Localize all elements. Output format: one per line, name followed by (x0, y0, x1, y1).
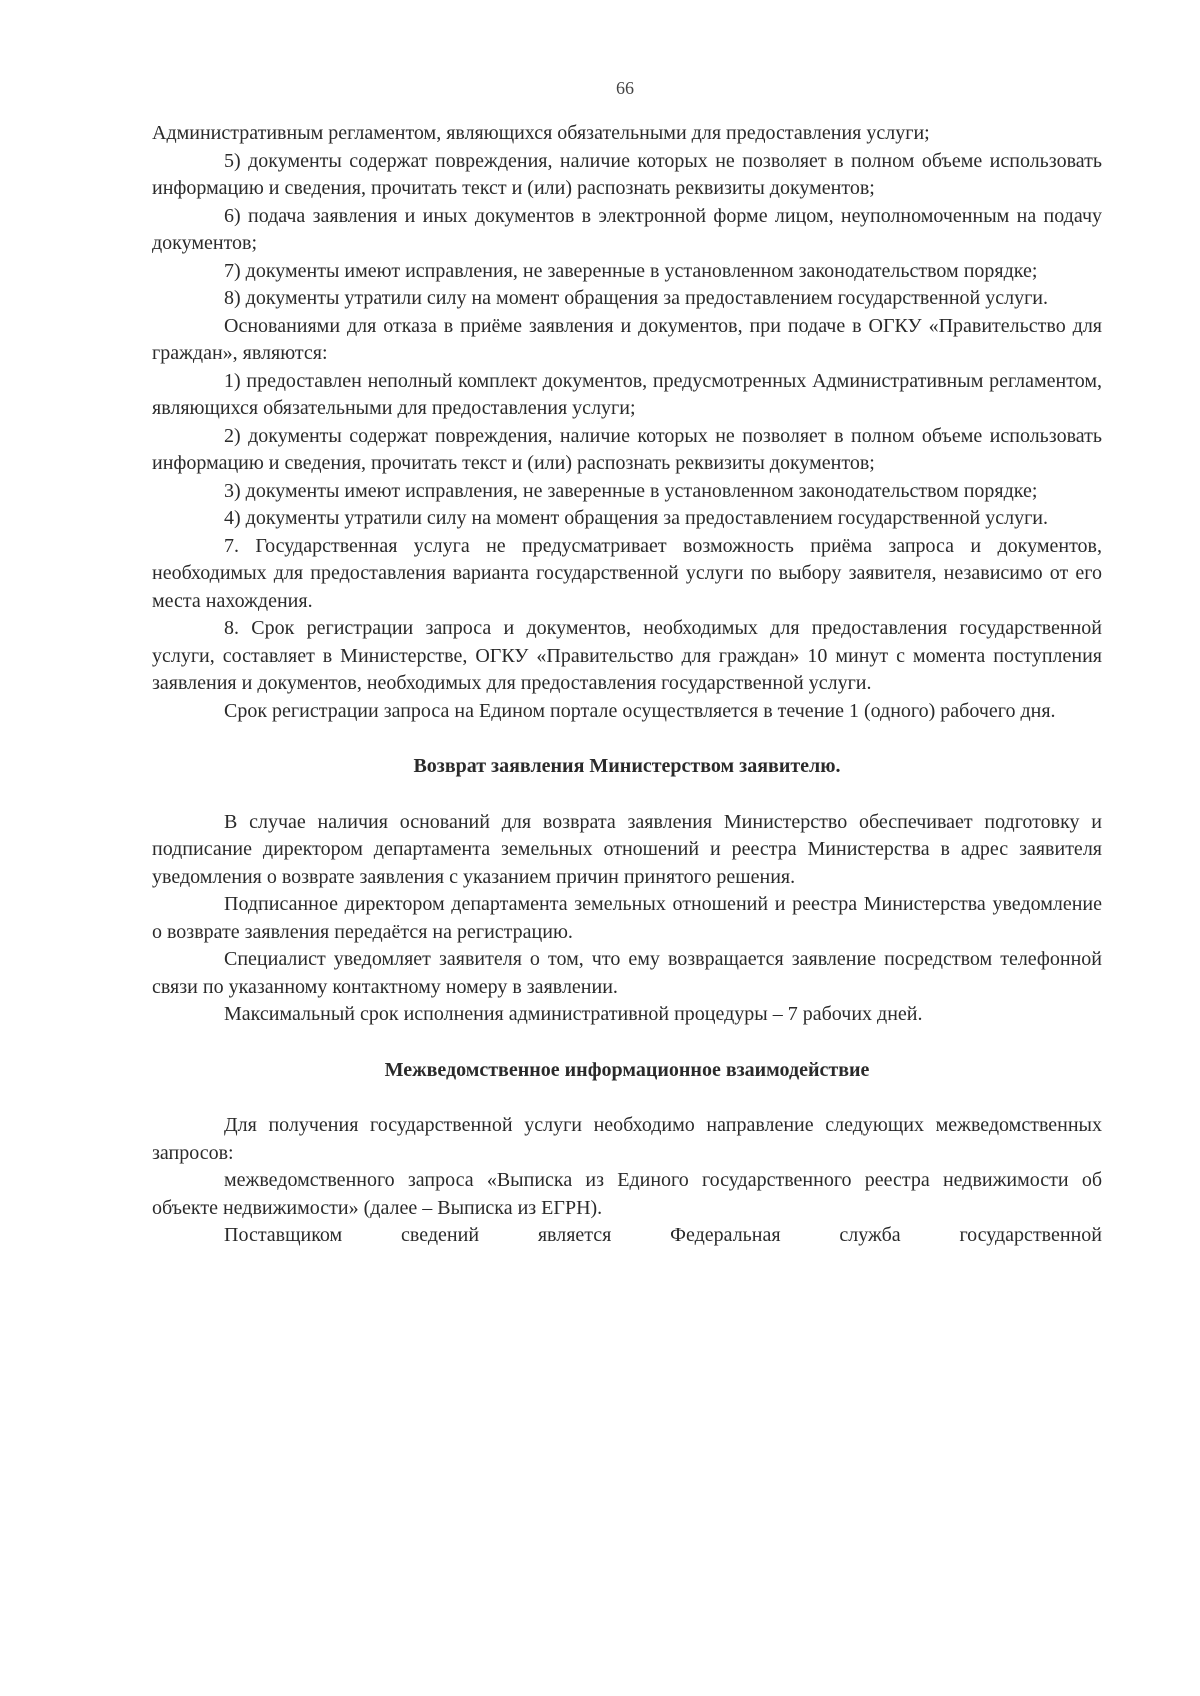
paragraph: 7) документы имеют исправления, не заверенные в установленном законодательством порядке; (224, 259, 1038, 282)
paragraph: Административным регламентом, являющихся обязательными для предоставления услуги; (152, 122, 930, 144)
paragraph: 5) документы содержат повреждения, наличие которых не позволяет в полном объеме использовать информацию и сведения, прочитать текст и (или) распознать реквизиты документов; (152, 149, 1102, 199)
section-return-body (152, 809, 1102, 1029)
paragraph: Для получения государственной услуги необходимо направление следующих межведомственных запросов: (152, 1114, 1102, 1164)
paragraphs-before (152, 120, 1102, 725)
paragraph: Основаниями для отказа в приёме заявления и документов, при подаче в ОГКУ «Правительство для граждан», являются: (152, 314, 1102, 364)
paragraph: 7. Государственная услуга не предусматривает возможность приёма запроса и документов, необходимых для предоставления варианта государственной услуги по выбору заявителя, независимо от его места нахождения. (152, 534, 1102, 612)
paragraph: Срок регистрации запроса на Едином портале осуществляется в течение 1 (одного) рабочего дня. (224, 699, 1056, 722)
paragraph: Подписанное директором департамента земельных отношений и реестра Министерства уведомление о возврате заявления передаётся на регистрацию. (152, 893, 1102, 943)
section-heading-return: Возврат заявления Министерством заявителю. (413, 755, 841, 777)
paragraph: В случае наличия оснований для возврата заявления Министерство обеспечивает подготовку и подписание директором департамента земельных отношений и реестра Министерства в адрес заявителя уведомления о возврате заявления с указанием причин принятого решения. (152, 810, 1102, 888)
document-body (152, 120, 1102, 1250)
page-number: 66 (616, 78, 634, 98)
paragraph: межведомственного запроса «Выписка из Единого государственного реестра недвижимости об объекте недвижимости» (далее – Выписка из ЕГРН). (152, 1169, 1102, 1219)
paragraph: 6) подача заявления и иных документов в электронной форме лицом, неуполномоченным на подачу документов; (152, 204, 1102, 254)
section-heading-interagency: Межведомственное информационное взаимодействие (384, 1058, 870, 1081)
paragraph: 2) документы содержат повреждения, наличие которых не позволяет в полном объеме использовать информацию и сведения, прочитать текст и (или) распознать реквизиты документов; (152, 424, 1102, 474)
paragraph: 4) документы утратили силу на момент обращения за предоставлением государственной услуги. (224, 507, 1049, 529)
paragraph: 8) документы утратили силу на момент обращения за предоставлением государственной услуги. (224, 287, 1049, 309)
paragraph: Поставщиком сведений является Федеральная служба государственной (224, 1224, 1102, 1246)
paragraph: Специалист уведомляет заявителя о том, что ему возвращается заявление посредством телефонной связи по указанному контактному номеру в заявлении. (152, 948, 1102, 998)
section-interagency-body (152, 1112, 1102, 1250)
paragraph: 1) предоставлен неполный комплект документов, предусмотренных Административным регламентом, являющихся обязательными для предоставления услуги; (152, 369, 1102, 419)
paragraph: Максимальный срок исполнения административной процедуры – 7 рабочих дней. (224, 1003, 923, 1025)
paragraph: 3) документы имеют исправления, не заверенные в установленном законодательством порядке; (224, 479, 1038, 502)
paragraph: 8. Срок регистрации запроса и документов, необходимых для предоставления государственной услуги, составляет в Министерстве, ОГКУ «Правительство для граждан» 10 минут с момента поступления заявления и документов, необходимых для предоставления государственной услуги. (152, 617, 1102, 694)
